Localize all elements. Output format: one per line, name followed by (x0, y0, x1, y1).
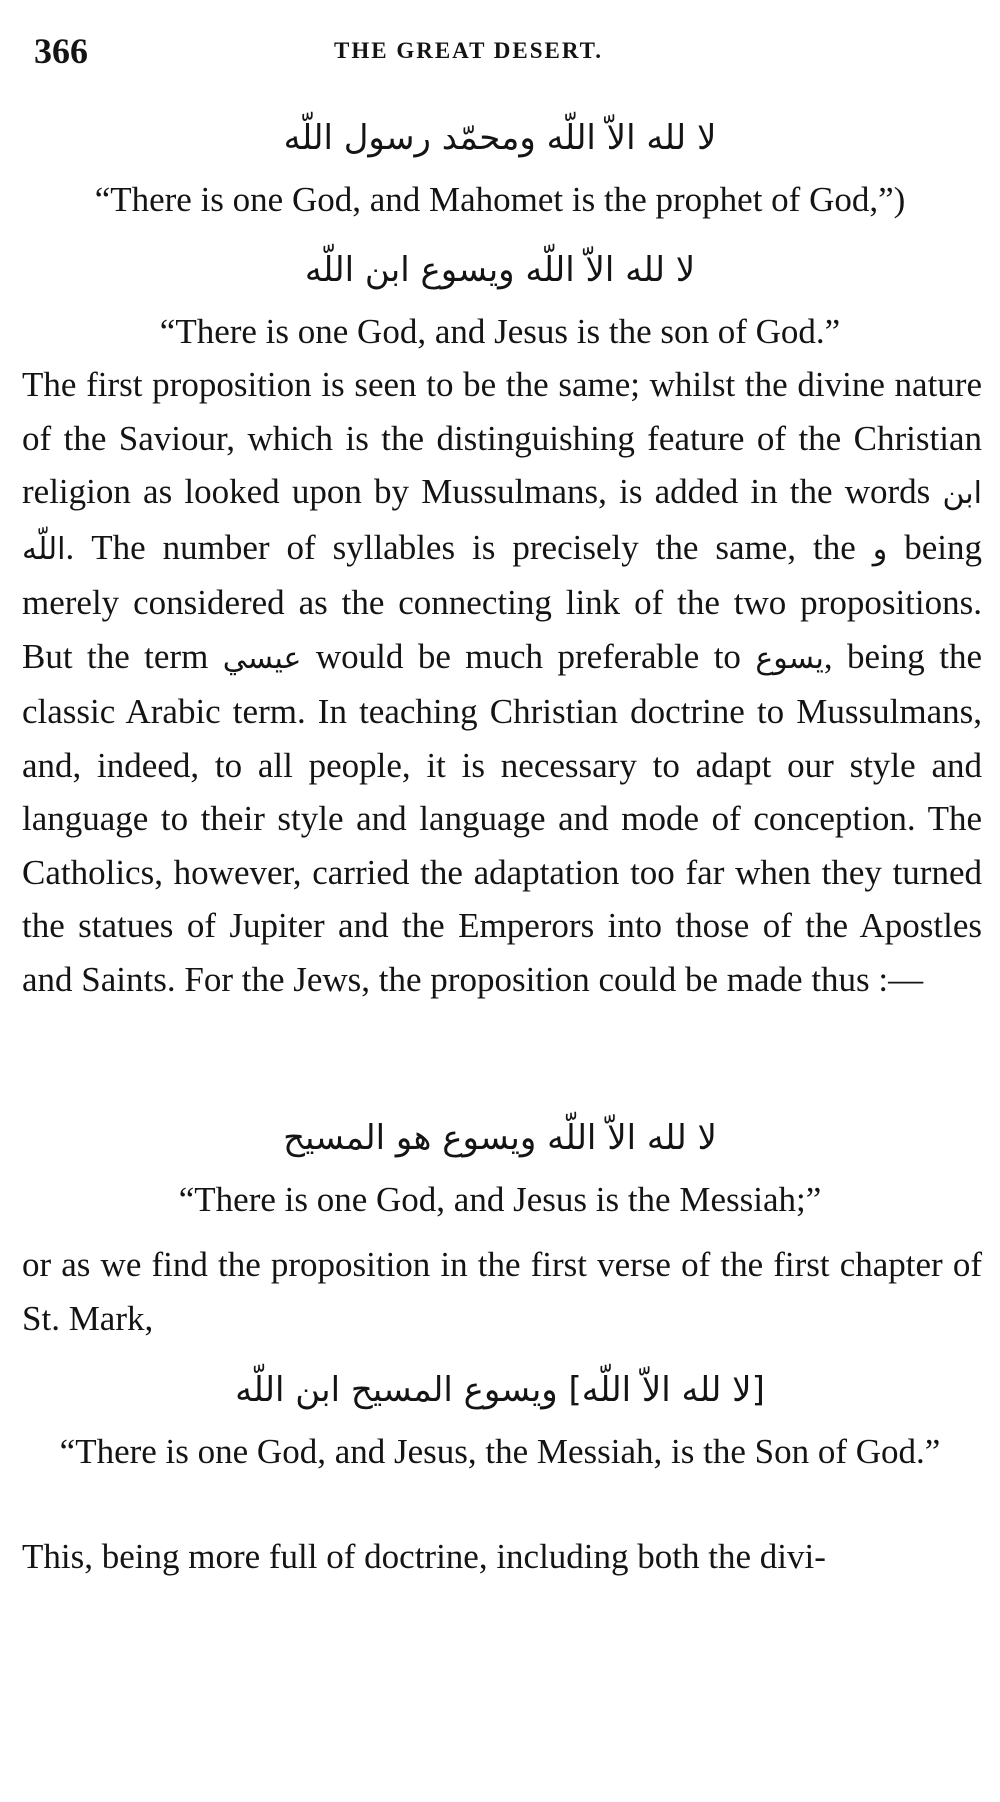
para1-text-a: The first proposition is seen to be the same; whilst the divine nature of the Saviour, which is the distinguishing feature of the Christian religion as looked upon by Mussulmans, is added in the words (22, 365, 982, 511)
jewish-proposition-translation: “There is one God, and Jesus is the Messiah;” (178, 1180, 822, 1219)
body-paragraph-1 (22, 358, 982, 1006)
para1-text-e: , being the classic Arabic term. In teaching Christian doctrine to Mussulmans, and, indeed, to all people, it is necessary to adapt our style and language to their style and language and mode of conception. The Catholics, however, carried the adaptation too far when they turned the statues of Jupiter and the Emperors into those of the Apostles and Saints. For the Jews, the proposition could be made thus :— (22, 636, 982, 999)
arabic-shahada: لا لله الاّ اللّه ومحمّد رسول اللّه (283, 118, 717, 158)
para1-text-d: would be much preferable to (301, 636, 756, 676)
arabic-inline-yasu: يسوع (755, 640, 824, 676)
arabic-inline-waw: و (872, 531, 888, 567)
page-number: 366 (34, 31, 88, 71)
st-mark-translation: “There is one God, and Jesus, the Messiah, is the Son of God.” (59, 1432, 941, 1471)
arabic-jewish-proposition: لا لله الاّ اللّه ويسوع هو المسيح (283, 1118, 717, 1158)
arabic-inline-isa: عيسي (222, 640, 302, 676)
para2-text: or as we find the proposition in the first verse of the first chapter of St. Mark, (22, 1245, 982, 1338)
body-paragraph-2 (22, 1238, 982, 1345)
arabic-christian-creed: لا لله الاّ اللّه ويسوع ابن اللّه (304, 250, 696, 290)
para1-text-c: being merely considered as the connecting link of the two propositions. But the term (22, 527, 982, 676)
christian-creed-translation: “There is one God, and Jesus is the son of God.” (159, 312, 841, 351)
para3-text: This, being more full of doctrine, including both the divi- (22, 1537, 826, 1576)
shahada-translation: “There is one God, and Mahomet is the prophet of God,”) (94, 180, 906, 219)
body-paragraph-3 (22, 1530, 982, 1584)
para1-text-b: . The number of syllables is precisely the same, the (65, 527, 873, 567)
page-header (34, 30, 974, 70)
arabic-st-mark-verse: [لا لله الاّ اللّه] ويسوع المسيح ابن اللّه (235, 1370, 765, 1410)
running-head: THE GREAT DESERT. (334, 38, 604, 63)
arabic-inline-ibn-allah: ابن اللّه (22, 476, 982, 567)
